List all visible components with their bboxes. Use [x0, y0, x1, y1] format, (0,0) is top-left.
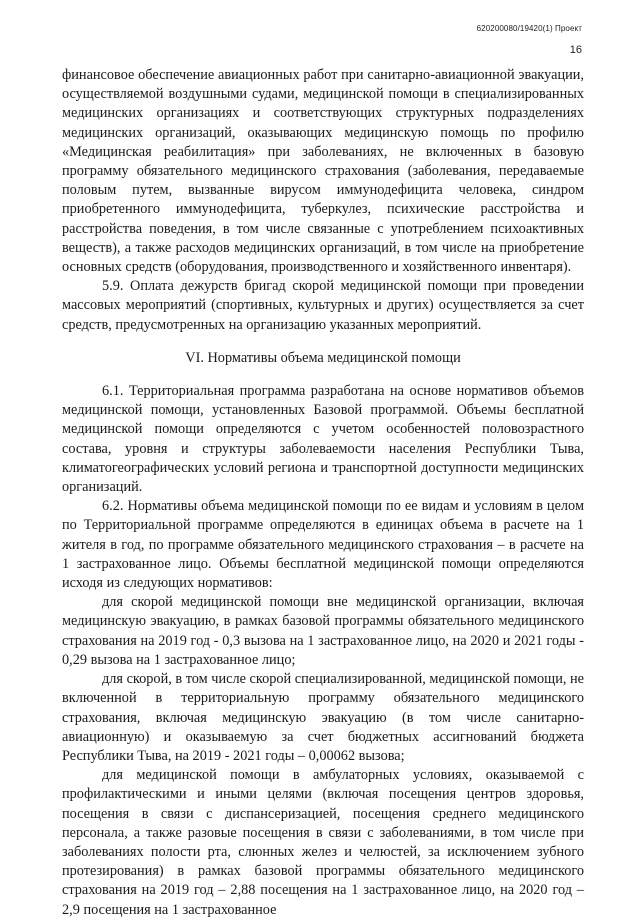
- document-body: [62, 66, 584, 920]
- paragraph-ambulance-outside: для скорой медицинской помощи вне медицинской организации, включая медицинскую эвакуацию, в рамках базовой программы обязательного медицинского страхования на 2019 год - 0,3 вызова на 1 застрахованное лицо, на 2020 и 2021 годы - 0,29 вызова на 1 застрахованное лицо;: [62, 594, 584, 668]
- paragraph-continuation: финансовое обеспечение авиационных работ при санитарно-авиационной эвакуации, осуществляемой воздушными судами, медицинской помощи в специализированных медицинских организациях и соответствующих структурных подразделениях медицинских организаций, оказывающих медицинскую помощь по профилю «Медицинская реабилитация» при заболеваниях, не включенных в базовую программу обязательного медицинского страхования (заболевания, передаваемые половым путем, вызванные вирусом иммунодефицита человека, синдром приобретенного иммунодефицита, туберкулез, психические расстройства и расстройства поведения, в том числе связанные с употреблением психоактивных веществ), а также расходов медицинских организаций, в том числе на приобретение основных средств (оборудования, производственного и хозяйственного инвентаря).: [62, 67, 584, 276]
- page-number: 16: [569, 44, 582, 56]
- paragraph-5-9: 5.9. Оплата дежурств бригад скорой медицинской помощи при проведении массовых мероприятий (спортивных, культурных и других) осуществляется за счет средств, предусмотренных на организацию указанных мероприятий.: [62, 278, 584, 333]
- section-heading: VI. Нормативы объема медицинской помощи: [185, 349, 461, 366]
- document-id: 620200080/19420(1) Проект: [476, 24, 582, 33]
- paragraph-6-1: 6.1. Территориальная программа разработана на основе нормативов объемов медицинской помощи, установленных Базовой программой. Объемы бесплатной медицинской помощи определяются с учетом особенностей половозрастного состава, уровня и структуры заболеваемости населения Республики Тыва, климатогеографических условий региона и транспортной доступности медицинских организаций.: [62, 383, 584, 496]
- paragraph-outpatient: для медицинской помощи в амбулаторных условиях, оказываемой с профилактическими и иными целями (включая посещения центров здоровья, посещения в связи с диспансеризацией, посещения среднего медицинского персонала, а также разовые посещения в связи с заболеваниями, в том числе при заболеваниях полости рта, слюнных желез и челюстей, за исключением зубного протезирования) в рамках базовой программы обязательного медицинского страхования на 2019 год – 2,88 посещения на 1 застрахованное лицо, на 2020 год – 2,9 посещения на 1 застрахованное: [62, 767, 584, 918]
- paragraph-6-2: 6.2. Нормативы объема медицинской помощи по ее видам и условиям в целом по Территориальной программе определяются в единицах объема в расчете на 1 жителя в год, по программе обязательного медицинского страхования – в расчете на 1 застрахованное лицо. Объемы бесплатной медицинской помощи определяются исходя из следующих нормативов:: [62, 498, 584, 592]
- paragraph-ambulance-specialized: для скорой, в том числе скорой специализированной, медицинской помощи, не включенной в территориальную программу обязательного медицинского страхования, включая медицинскую эвакуацию (в том числе санитарно-авиационную) и оказываемую за счет бюджетных ассигнований бюджета Республики Тыва, на 2019 - 2021 годы – 0,00062 вызова;: [62, 671, 584, 764]
